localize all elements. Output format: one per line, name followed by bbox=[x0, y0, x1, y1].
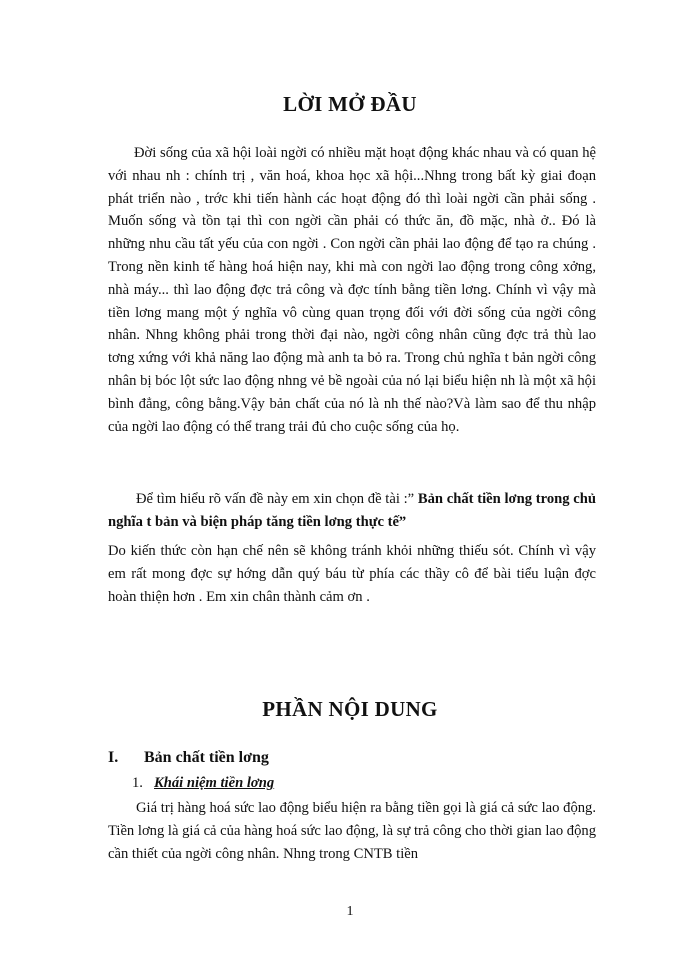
intro-paragraph-3: Do kiến thức còn hạn chế nên sẽ không tránh khỏi những thiếu sót. Chính vì vậy em rất mong đợc sự hớng dẫn quý báu từ phía các thầy cô để bài tiểu luận đợc hoàn thiện hơn . Em xin chân thành cảm ơn . bbox=[108, 543, 596, 605]
intro-title: LỜI MỞ ĐẦU bbox=[283, 92, 417, 116]
page-number: 1 bbox=[346, 904, 354, 919]
topic-lead-text: Để tìm hiểu rõ vấn đề này em xin chọn đề tài :” bbox=[136, 491, 415, 507]
intro-paragraph-2 bbox=[108, 488, 596, 534]
intro-paragraph-1: Đời sống của xã hội loài ngời có nhiều mặt hoạt động khác nhau và có quan hệ với nhau nh : chính trị , văn hoá, khoa học xã hội...Nhng trong bất kỳ giai đoạn phát triển nào , trớc khi tiến hành các hoạt động đó thì loài ngời cần phải sống . Muốn sống và tồn tại thì con ngời cần phải có thức ăn, đồ mặc, nhà ở.. Đó là những nhu cầu tất yếu của con ngời . Con ngời cần phải lao động để tạo ra chúng . Trong nền kinh tế hàng hoá hiện nay, khi mà con ngời lao động trong công xởng, nhà máy... thì lao động đợc trả công và đợc tính bằng tiền lơng. Chính vì vậy mà tiền lơng mang một ý nghĩa vô cùng quan trọng đối với đời sống của ngời công nhân. Nhng không phải trong thời đại nào, ngời công nhân cũng đợc trả thù lao tơng xứng với khả năng lao động mà anh ta bỏ ra. Trong chủ nghĩa t bản ngời công nhân bị bóc lột sức lao động nhng vẻ bề ngoài của nó lại biểu hiện nh là một xã hội bình đẳng, công bằng.Vậy bản chất của nó là nh thế nào?Và làm sao để thu nhập của ngời lao động có thể trang trải đủ cho cuộc sống của họ. bbox=[108, 145, 596, 435]
subsection-heading bbox=[132, 775, 274, 792]
content-paragraph: Giá trị hàng hoá sức lao động biểu hiện ra bằng tiền gọi là giá cả sức lao động. Tiền lơng là giá cả của hàng hoá sức lao động, là sự trả công cho thời gian lao động cần thiết của ngời công nhân. Nhng trong CNTB tiền bbox=[108, 800, 596, 862]
section-number: I. bbox=[108, 749, 119, 766]
topic-title: Bản chất tiền lơng trong chủ nghĩa t bản và biện pháp tăng tiền lơng thực tế” bbox=[108, 491, 596, 530]
content-title: PHẦN NỘI DUNG bbox=[262, 697, 438, 721]
subsection-title: Khái niệm tiền lơng bbox=[154, 775, 275, 791]
section-heading bbox=[108, 749, 269, 767]
section-title: Bản chất tiền lơng bbox=[144, 749, 269, 766]
subsection-number: 1. bbox=[132, 775, 143, 791]
